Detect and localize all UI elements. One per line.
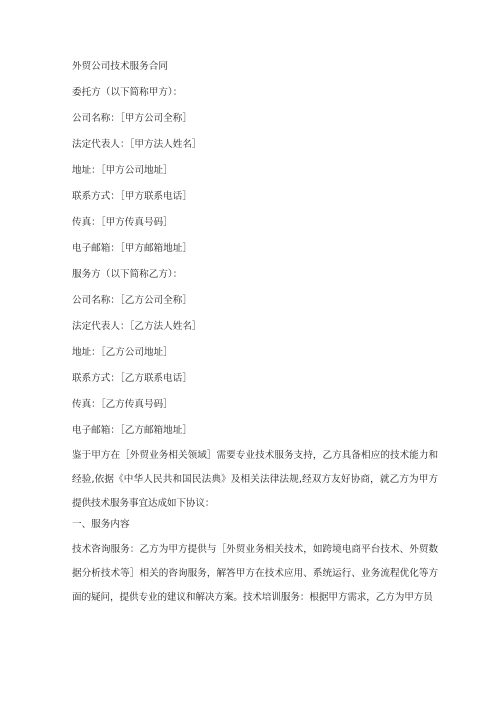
section-heading-service-content: 一、服务内容: [72, 519, 130, 530]
client-legal-rep: 法定代表人：［甲方法人姓名］: [72, 139, 202, 150]
provider-address: 地址：［乙方公司地址］: [72, 347, 173, 358]
provider-email: 电子邮箱：［乙方邮箱地址］: [72, 425, 192, 436]
client-fax: 传真：［甲方传真号码］: [72, 217, 173, 228]
client-heading: 委托方（以下简称甲方）：: [72, 87, 183, 98]
client-address: 地址：［甲方公司地址］: [72, 165, 173, 176]
provider-heading: 服务方（以下简称乙方）：: [72, 269, 183, 280]
section-body-service-content: 技术咨询服务：乙方为甲方提供与［外贸业务相关技术，如跨境电商平台技术、外贸数据分析技术等］相关的咨询服务，解答甲方在技术应用、系统运行、业务流程优化等方面的疑问，提供专业的建议和解决方案。技术培训服务：根据甲方需求，乙方为甲方员: [72, 544, 438, 603]
contract-title: 外贸公司技术服务合同: [72, 61, 168, 72]
provider-fax: 传真：［乙方传真号码］: [72, 399, 173, 410]
contract-document: [72, 60, 438, 610]
provider-company-name: 公司名称：［乙方公司全称］: [72, 295, 192, 306]
provider-legal-rep: 法定代表人：［乙方法人姓名］: [72, 321, 202, 332]
client-phone: 联系方式：［甲方联系电话］: [72, 191, 192, 202]
client-company-name: 公司名称：［甲方公司全称］: [72, 113, 192, 124]
client-email: 电子邮箱：［甲方邮箱地址］: [72, 243, 192, 254]
preamble-paragraph: 鉴于甲方在［外贸业务相关领域］需要专业技术服务支持，乙方具备相应的技术能力和经验,依据《中华人民共和国民法典》及相关法律法规,经双方友好协商，就乙方为甲方提供技术服务事宜达成如下协议：: [72, 450, 438, 509]
provider-phone: 联系方式：［乙方联系电话］: [72, 373, 192, 384]
